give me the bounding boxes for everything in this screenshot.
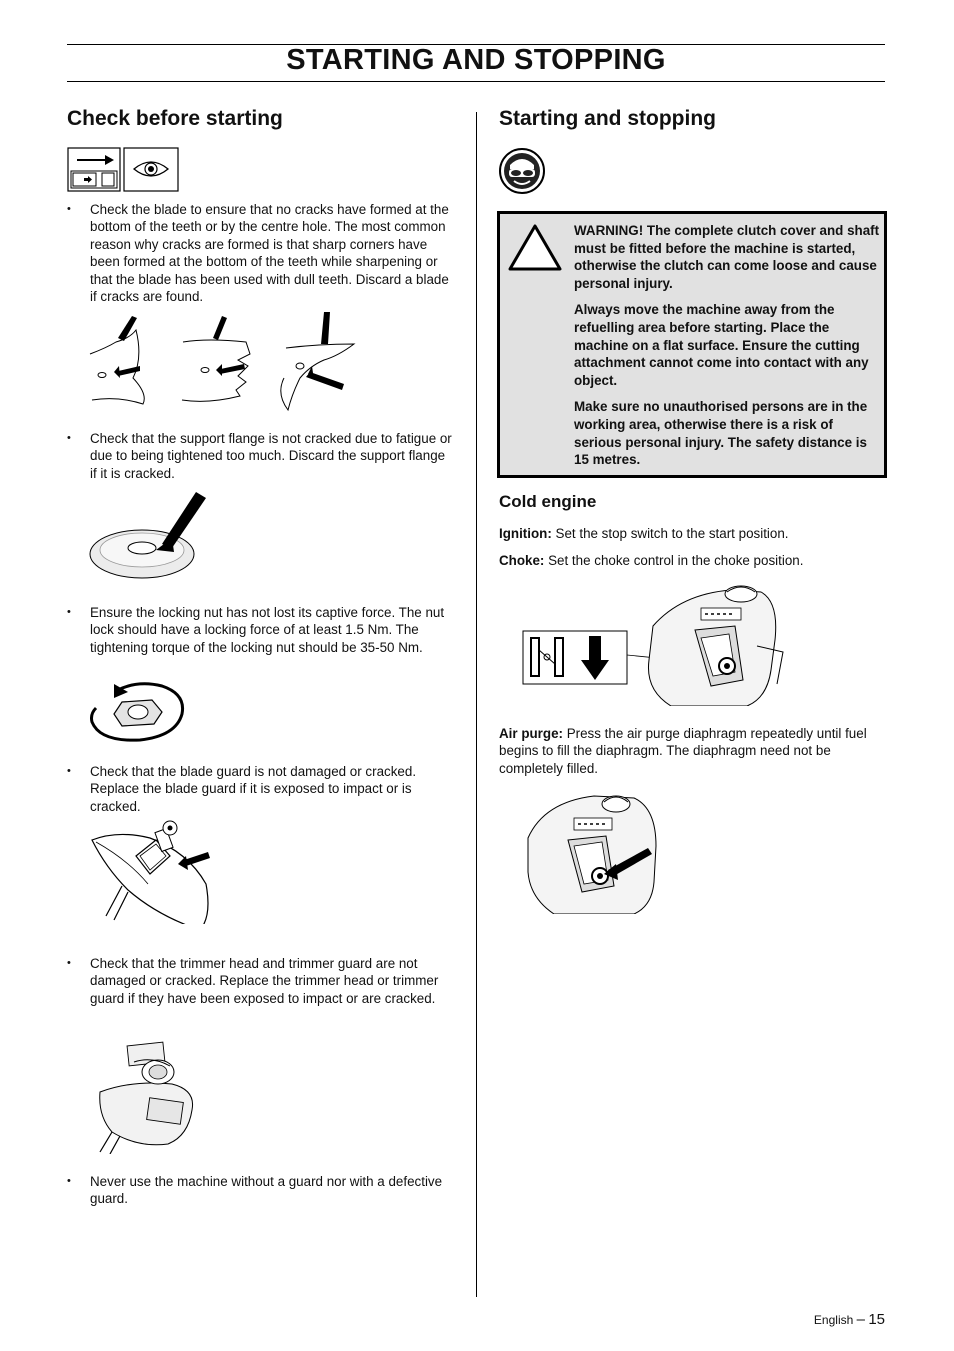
bullet-locking-nut — [67, 604, 453, 656]
warning-paragraph: Make sure no unauthorised persons are in the working area, otherwise there is a risk of serious personal injury. The safety distance is 15 metres. — [574, 399, 868, 468]
bullet-symbol: • — [67, 765, 71, 777]
bullet-text: Check that the support flange is not cracked due to fatigue or due to being tightened too much. Discard the support flange if it is cracked. — [90, 431, 452, 481]
air-purge-text: Press the air purge diaphragm repeatedly until fuel begins to fill the diaphragm. The diaphragm need not be completely filled. — [499, 726, 867, 776]
ignition-text: Set the stop switch to the start position. — [551, 526, 789, 541]
choke-label: Choke: — [499, 553, 545, 568]
bullet-text: Check the blade to ensure that no cracks have formed at the bottom of the teeth or by the centre hole. The most common reason why cracks are formed is that sharp corners have been formed at the bottom of the teeth while sharpening or that the blade has been used with dull teeth. Discard a blade if cracks are found. — [90, 202, 449, 305]
bullet-never-without-guard — [67, 1173, 453, 1208]
bullet-text: Ensure the locking nut has not lost its captive force. The nut lock should have a locking force of at least 1.5 Nm. The tightening torque of the locking nut should be 35-50 Nm. — [90, 605, 445, 655]
ignition-label: Ignition: — [499, 526, 552, 541]
blade-cracks-illustration — [88, 308, 358, 412]
footer-dash: – — [856, 1311, 865, 1328]
page-title: STARTING AND STOPPING — [286, 44, 666, 76]
air-purge-illustration — [524, 782, 664, 914]
air-purge-paragraph — [499, 725, 885, 777]
footer-language: English — [813, 1313, 854, 1327]
page-number: 15 — [868, 1311, 885, 1328]
support-flange-illustration — [88, 488, 223, 588]
bullet-text: Check that the trimmer head and trimmer guard are not damaged or cracked. Replace the trimmer head or trimmer guard if they have been exposed to impact or are cracked. — [90, 956, 439, 1006]
bullet-symbol: • — [67, 957, 71, 969]
bullet-symbol: • — [67, 432, 71, 444]
choke-text: Set the choke control in the choke position. — [544, 553, 804, 568]
choke-paragraph — [499, 552, 885, 569]
locking-nut-illustration — [90, 678, 190, 746]
trimmer-head-illustration — [92, 1036, 204, 1154]
page-footer — [814, 1311, 885, 1328]
bullet-symbol: • — [67, 203, 71, 215]
bullet-text: Check that the blade guard is not damaged or cracked. Replace the blade guard if it is exposed to impact or is cracked. — [90, 764, 417, 814]
protective-equipment-icon — [498, 147, 546, 195]
bullet-blade-check — [67, 201, 453, 305]
air-purge-label: Air purge: — [499, 726, 563, 741]
warning-paragraph: Always move the machine away from the refuelling area before starting. Place the machine on a flat surface. Ensure the cutting attachment cannot come into contact with any object. — [574, 302, 869, 388]
bullet-symbol: • — [67, 606, 71, 618]
warning-box — [497, 211, 887, 478]
bullet-symbol: • — [67, 1175, 71, 1187]
choke-illustration — [521, 580, 787, 706]
bullet-support-flange — [67, 430, 453, 482]
warning-paragraph: WARNING! The complete clutch cover and shaft must be fitted before the machine is started, otherwise the clutch can come loose and cause personal injury. — [574, 223, 880, 291]
bullet-trimmer-head — [67, 955, 453, 1007]
title-underline — [67, 81, 885, 82]
blade-guard-illustration — [88, 820, 216, 924]
column-divider — [476, 112, 477, 1297]
heading-starting-and-stopping: Starting and stopping — [499, 107, 716, 130]
bullet-blade-guard — [67, 763, 453, 815]
warning-triangle-icon — [507, 223, 563, 273]
heading-cold-engine: Cold engine — [499, 492, 597, 511]
warning-text — [574, 222, 882, 478]
manual-eye-icon — [67, 147, 179, 193]
heading-check-before-starting: Check before starting — [67, 107, 283, 130]
bullet-text: Never use the machine without a guard nor with a defective guard. — [90, 1174, 443, 1207]
ignition-paragraph — [499, 525, 885, 542]
